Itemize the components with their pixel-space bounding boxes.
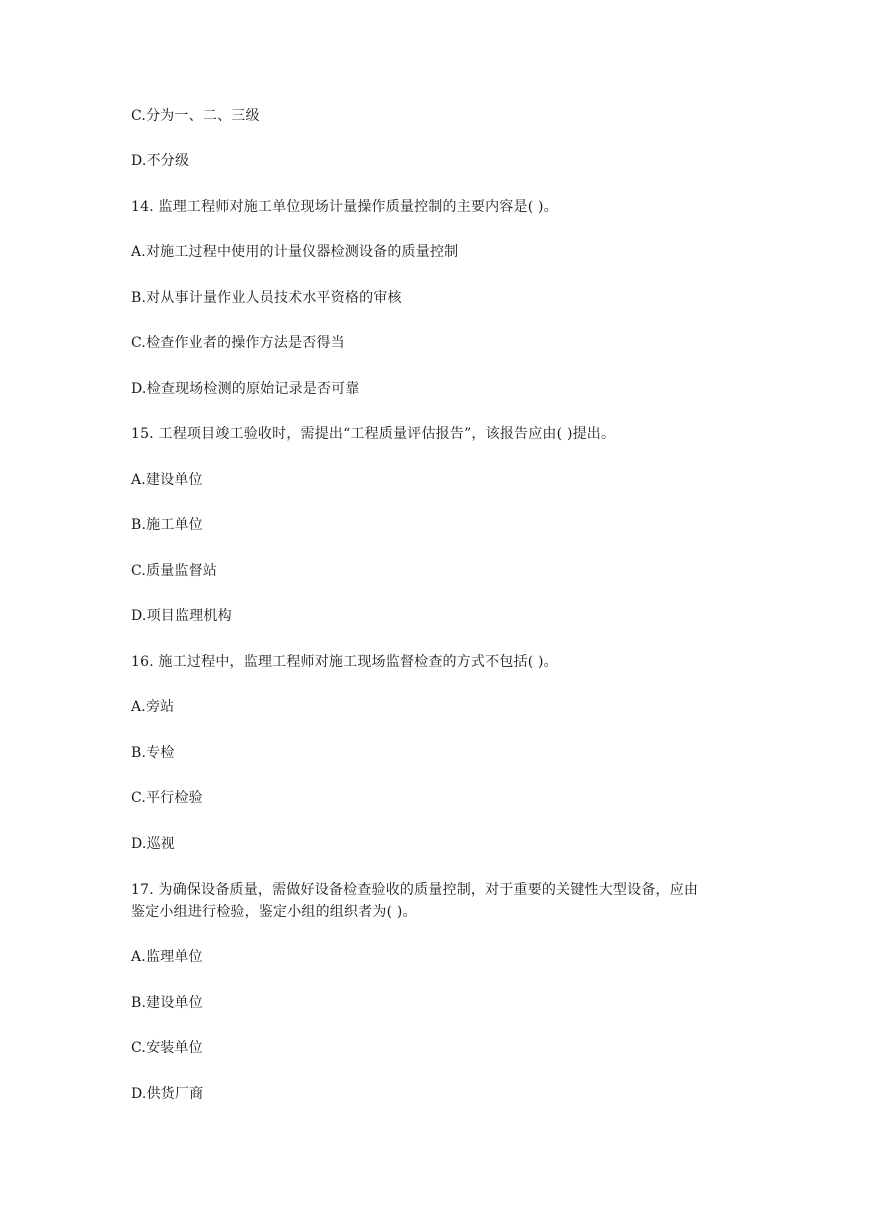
option-16-d: D.巡视: [131, 836, 175, 852]
option-15-b: B.施工单位: [131, 517, 203, 533]
option-16-c: C.平行检验: [131, 790, 203, 806]
option-15-c: C.质量监督站: [131, 563, 218, 579]
option-17-b: B.建设单位: [131, 995, 203, 1011]
option-16-a: A.旁站: [131, 699, 175, 715]
option-15-d: D.项目监理机构: [131, 608, 232, 624]
option-15-a: A.建设单位: [131, 472, 203, 488]
question-17-line-1: 17. 为确保设备质量，需做好设备检查验收的质量控制，对于重要的关键性大型设备，应由: [131, 882, 699, 898]
question-15: 15. 工程项目竣工验收时，需提出“工程质量评估报告”，该报告应由( )提出。: [131, 426, 616, 442]
option-14-b: B.对从事计量作业人员技术水平资格的审核: [131, 290, 402, 306]
question-16: 16. 施工过程中，监理工程师对施工现场监督检查的方式不包括( )。: [131, 654, 558, 670]
option-14-d: D.检查现场检测的原始记录是否可靠: [131, 381, 360, 397]
option-17-c: C.安装单位: [131, 1040, 203, 1056]
option-16-b: B.专检: [131, 745, 175, 761]
option-13-d: D.不分级: [131, 153, 190, 169]
option-17-d: D.供货厂商: [131, 1086, 204, 1102]
option-17-a: A.监理单位: [131, 949, 203, 965]
option-14-a: A.对施工过程中使用的计量仪器检测设备的质量控制: [131, 244, 459, 260]
question-17-line-2: 鉴定小组进行检验，鉴定小组的组织者为( )。: [131, 904, 417, 920]
option-13-c: C.分为一、二、三级: [131, 108, 260, 124]
question-14: 14. 监理工程师对施工单位现场计量操作质量控制的主要内容是( )。: [131, 199, 558, 215]
option-14-c: C.检查作业者的操作方法是否得当: [131, 335, 345, 351]
